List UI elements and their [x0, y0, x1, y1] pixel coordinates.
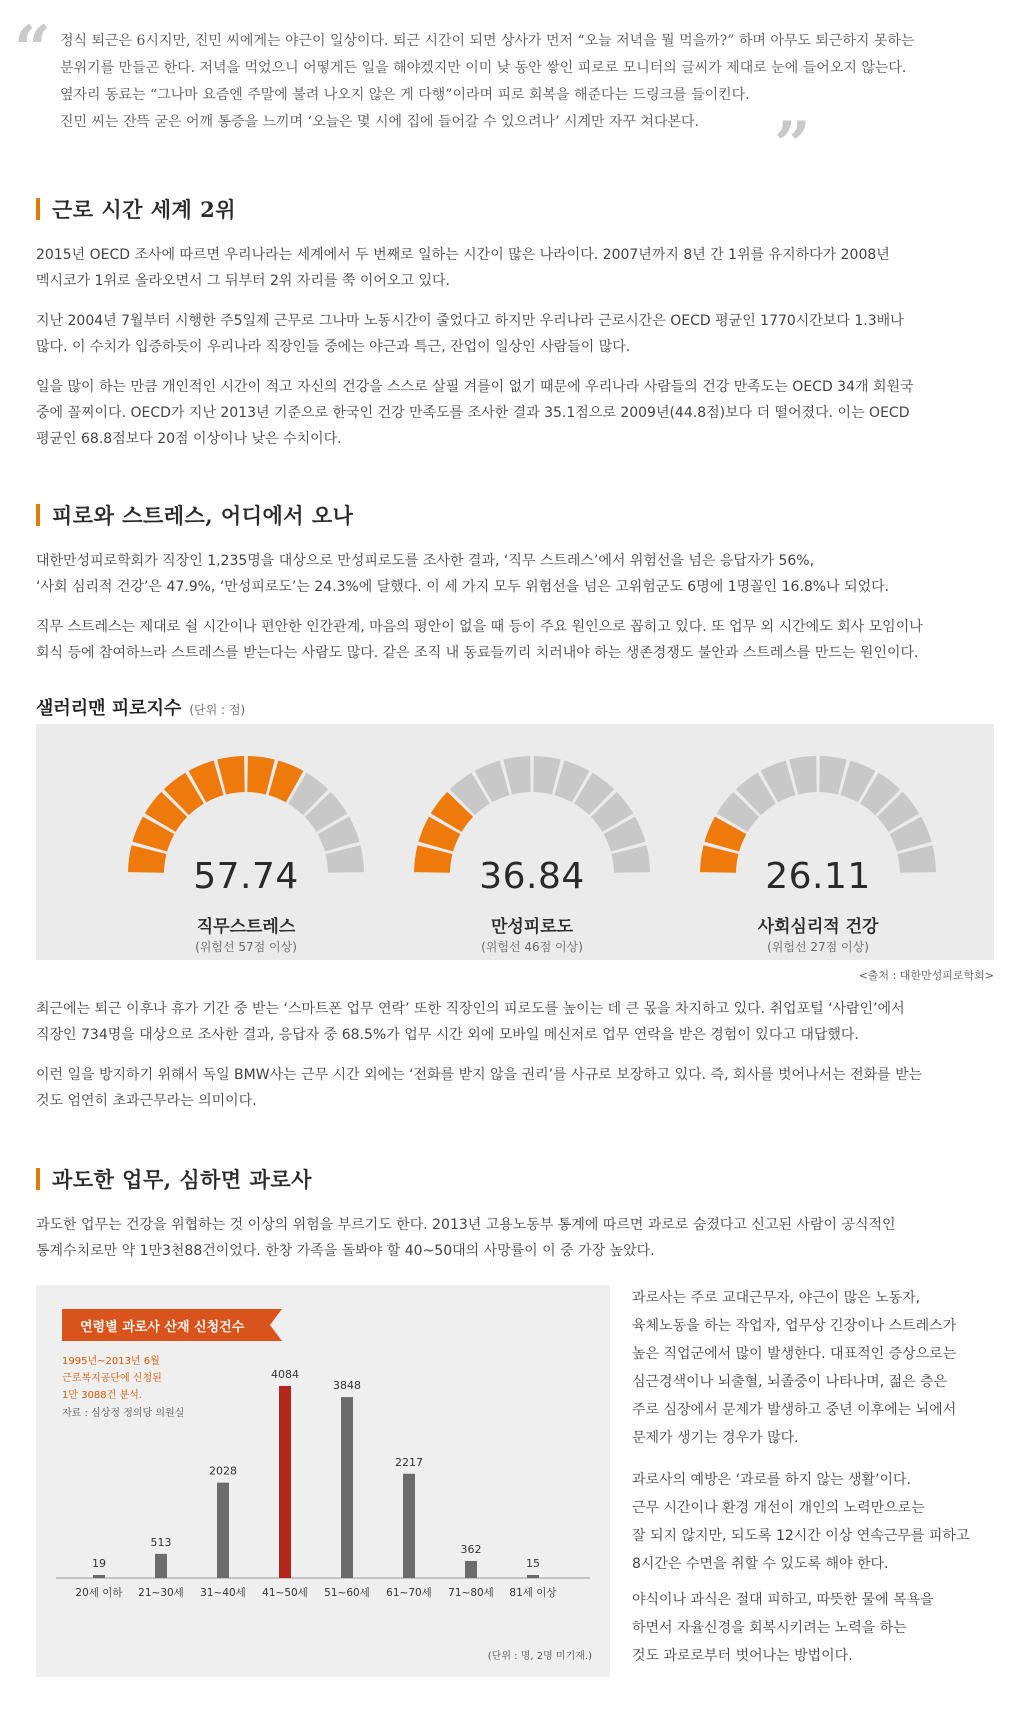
section-heading — [36, 196, 236, 222]
paragraph-line: 8시간은 수면을 취할 수 있도록 해야 한다. — [632, 1556, 889, 1572]
paragraph-line: 이런 일을 방지하기 위해서 독일 BMW사는 근무 시간 외에는 ‘전화를 받지 않을 권리’를 사규로 보장하고 있다. 즉, 회사를 벗어나서는 전화를 받는 — [36, 1067, 923, 1083]
figure-title: 샐러리맨 피로지수 — [36, 698, 182, 719]
bar-value-label: 3848 — [333, 1379, 361, 1393]
gauge-value: 36.84 — [479, 856, 585, 897]
chart-note-line: 1만 3088건 분석. — [62, 1390, 142, 1401]
paragraph-line: 근무 시간이나 환경 개선이 개인의 노력만으로는 — [632, 1500, 925, 1516]
gauge-value: 26.11 — [765, 856, 871, 897]
paragraph — [36, 996, 996, 1048]
gauge-threshold: (위험선 27점 이상) — [767, 940, 869, 954]
paragraph — [36, 1212, 996, 1264]
chart-unit: (단위 : 명, 2명 미기재.) — [487, 1651, 592, 1662]
category-label: 51~60세 — [324, 1587, 370, 1599]
paragraph-line: 일을 많이 하는 만큼 개인적인 시간이 적고 자신의 건강을 스스로 살필 겨를이 없기 때문에 우리나라 사람들의 건강 만족도는 OECD 34개 회원국 — [36, 379, 914, 395]
close-quote-icon: ” — [774, 108, 811, 183]
gauge-label: 사회심리적 건강 — [757, 917, 879, 937]
paragraph — [36, 308, 996, 360]
paragraph-line: ‘사회 심리적 건강’은 47.9%, ‘만성피로도’는 24.3%에 달했다. 이 세 가지 모두 위험선을 넘은 고위험군도 6명에 1명꼴인 16.8%나 되었다. — [36, 579, 890, 595]
bar — [279, 1386, 291, 1578]
bar-value-label: 2028 — [209, 1464, 237, 1478]
paragraph-line: 직무 스트레스는 제대로 쉴 시간이나 편안한 인간관계, 마음의 평안이 없을 때 등이 주요 원인으로 꼽히고 있다. 또 업무 외 시간에도 회사 모임이나 — [36, 619, 923, 635]
paragraph-line: 과로사의 예방은 ‘과로를 하지 않는 생활’이다. — [632, 1472, 912, 1488]
intro-quote-text — [60, 28, 1010, 136]
gauge-psychosocial-health — [688, 752, 948, 952]
paragraph-line: 회식 등에 참여하느라 스트레스를 받는다는 사람도 많다. 같은 조직 내 동료들끼리 치러내야 하는 생존경쟁도 불안과 스트레스를 만드는 원인이다. — [36, 645, 919, 661]
paragraph — [36, 374, 996, 452]
paragraph — [36, 614, 996, 666]
paragraph-line: 지난 2004년 7월부터 시행한 주5일제 근무로 그나마 노동시간이 줄었다고 하지만 우리나라 근로시간은 OECD 평균인 1770시간보다 1.3배나 — [36, 313, 904, 329]
paragraph-line: 높은 직업군에서 많이 발생한다. 대표적인 증상으로는 — [632, 1346, 957, 1362]
side-paragraph — [632, 1284, 1002, 1452]
section-heading — [36, 502, 353, 528]
paragraph-line: 심근경색이나 뇌출혈, 뇌졸중이 나타나며, 젊은 층은 — [632, 1374, 948, 1390]
category-label: 71~80세 — [448, 1587, 494, 1599]
figure-unit: (단위 : 점) — [189, 703, 246, 717]
bar-value-label: 2217 — [395, 1455, 423, 1469]
category-label: 31~40세 — [200, 1587, 246, 1599]
section-title: 피로와 스트레스, 어디에서 오나 — [52, 503, 354, 528]
paragraph — [36, 1062, 996, 1114]
bar — [403, 1474, 415, 1578]
paragraph-line: 2015년 OECD 조사에 따르면 우리나라는 세계에서 두 번째로 일하는 시간이 많은 나라이다. 2007년까지 8년 간 1위를 유지하다가 2008년 — [36, 247, 890, 263]
paragraph — [36, 242, 996, 294]
paragraph — [36, 548, 996, 600]
gauge-threshold: (위험선 46점 이상) — [481, 940, 583, 954]
gauge-panel — [36, 724, 994, 960]
section-title: 근로 시간 세계 2위 — [52, 197, 237, 222]
category-label: 21~30세 — [138, 1587, 184, 1599]
chart-source: 자료 : 심상정 정의당 의원실 — [62, 1408, 185, 1419]
gauge-label: 만성피로도 — [490, 917, 574, 937]
category-label: 61~70세 — [386, 1587, 432, 1599]
paragraph-line: 문제가 생기는 경우가 많다. — [632, 1430, 799, 1446]
gauge-threshold: (위험선 57점 이상) — [195, 940, 297, 954]
paragraph-line: 과로사는 주로 교대근무자, 야근이 많은 노동자, — [632, 1290, 921, 1306]
karoshi-chart — [36, 1285, 610, 1677]
gauge-job-stress — [116, 752, 376, 952]
bar — [465, 1561, 477, 1578]
open-quote-icon: “ — [14, 12, 51, 87]
paragraph-line: 직장인 734명을 대상으로 조사한 결과, 응답자 중 68.5%가 업무 시간 외에 모바일 메신저로 업무 연락을 받은 경험이 있다고 대답했다. — [36, 1027, 859, 1043]
section-heading — [36, 1166, 312, 1192]
fatigue-figure-title — [36, 694, 245, 720]
category-label: 81세 이상 — [509, 1587, 557, 1599]
figure-source: <출처 : 대한만성피로학회> — [858, 969, 994, 982]
gauge-label: 직무스트레스 — [196, 917, 296, 937]
section-title: 과도한 업무, 심하면 과로사 — [52, 1167, 312, 1192]
paragraph-line: 육체노동을 하는 작업자, 업무상 긴장이나 스트레스가 — [632, 1318, 957, 1334]
paragraph-line: 것도 엄연히 초과근무라는 의미이다. — [36, 1093, 257, 1109]
paragraph-line: 과도한 업무는 건강을 위협하는 것 이상의 위험을 부르기도 한다. 2013년 고용노동부 통계에 따르면 과로로 숨졌다고 신고된 사람이 공식적인 — [36, 1217, 896, 1233]
gauge-chronic-fatigue — [402, 752, 662, 952]
bar-value-label: 362 — [460, 1542, 482, 1556]
paragraph-line: 대한만성피로학회가 직장인 1,235명을 대상으로 만성피로도를 조사한 결과, ‘직무 스트레스’에서 위험선을 넘은 응답자가 56%, — [36, 553, 815, 569]
paragraph-line: 멕시코가 1위로 올라오면서 그 뒤부터 2위 자리를 쭉 이어오고 있다. — [36, 273, 450, 289]
bar-chart-plot — [36, 1285, 610, 1677]
paragraph-line: 하면서 자율신경을 회복시키려는 노력을 하는 — [632, 1620, 907, 1636]
bar — [217, 1483, 229, 1578]
side-paragraph — [632, 1466, 1002, 1578]
paragraph-line: 주로 심장에서 문제가 발생하고 중년 이후에는 뇌에서 — [632, 1402, 957, 1418]
chart-title: 연령별 과로사 산재 신청건수 — [80, 1320, 245, 1335]
category-label: 20세 이하 — [75, 1587, 123, 1599]
bar-value-label: 513 — [150, 1535, 172, 1549]
bar — [93, 1575, 105, 1578]
bar-value-label: 15 — [526, 1557, 540, 1570]
chart-note-line: 근로복지공단에 신청된 — [62, 1373, 162, 1384]
intro-line: 정식 퇴근은 6시지만, 진민 씨에게는 야근이 일상이다. 퇴근 시간이 되면 상사가 먼저 “오늘 저녁을 뭘 먹을까?” 하며 아무도 퇴근하지 못하는 — [60, 33, 915, 49]
heading-accent-bar — [36, 504, 40, 526]
intro-line: 옆자리 동료는 “그나마 요즘엔 주말에 불려 나오지 않은 게 다행”이라며 피로 회복을 해준다는 드링크를 들이킨다. — [60, 87, 750, 103]
bar-value-label: 4084 — [271, 1368, 299, 1381]
paragraph-line: 통계수치로만 약 1만3천88건이었다. 한창 가족을 돌봐야 할 40~50대의 사망률이 이 중 가장 높았다. — [36, 1243, 655, 1259]
gauge-value: 57.74 — [193, 856, 299, 897]
paragraph-line: 많다. 이 수치가 입증하듯이 우리나라 직장인들 중에는 야근과 특근, 잔업이 일상인 사람들이 많다. — [36, 339, 631, 355]
paragraph-line: 중에 꼴찌이다. OECD가 지난 2013년 기준으로 한국인 건강 만족도를 조사한 결과 35.1점으로 2009년(44.8점)보다 더 떨어졌다. 이는 OECD — [36, 405, 910, 421]
intro-line: 분위기를 만들곤 한다. 저녁을 먹었으니 어떻게든 일을 해야겠지만 이미 낮 동안 쌓인 피로로 모니터의 글씨가 제대로 눈에 들어오지 않는다. — [60, 60, 907, 76]
paragraph-line: 것도 과로로부터 벗어나는 방법이다. — [632, 1648, 853, 1664]
heading-accent-bar — [36, 1168, 40, 1190]
paragraph-line: 야식이나 과식은 절대 피하고, 따뜻한 물에 목욕을 — [632, 1592, 934, 1608]
bar — [155, 1554, 167, 1578]
intro-line: 진민 씨는 잔뜩 굳은 어깨 통증을 느끼며 ‘오늘은 몇 시에 집에 들어갈 수 있으려나’ 시계만 자꾸 쳐다본다. — [60, 114, 700, 130]
category-label: 41~50세 — [262, 1587, 308, 1599]
side-paragraph — [632, 1586, 1002, 1670]
chart-note-line: 1995년~2013년 6월 — [62, 1356, 160, 1367]
bar — [527, 1575, 539, 1578]
heading-accent-bar — [36, 198, 40, 220]
paragraph-line: 평균인 68.8점보다 20점 이상이나 낮은 수치이다. — [36, 431, 342, 447]
bar-value-label: 19 — [92, 1557, 106, 1570]
paragraph-line: 최근에는 퇴근 이후나 휴가 기간 중 받는 ‘스마트폰 업무 연락’ 또한 직장인의 피로도를 높이는 데 큰 몫을 차지하고 있다. 취업포털 ‘사람인’에서 — [36, 1001, 905, 1017]
paragraph-line: 잘 되지 않지만, 되도록 12시간 이상 연속근무를 피하고 — [632, 1528, 970, 1544]
bar — [341, 1397, 353, 1578]
intro-quote — [14, 12, 1004, 183]
